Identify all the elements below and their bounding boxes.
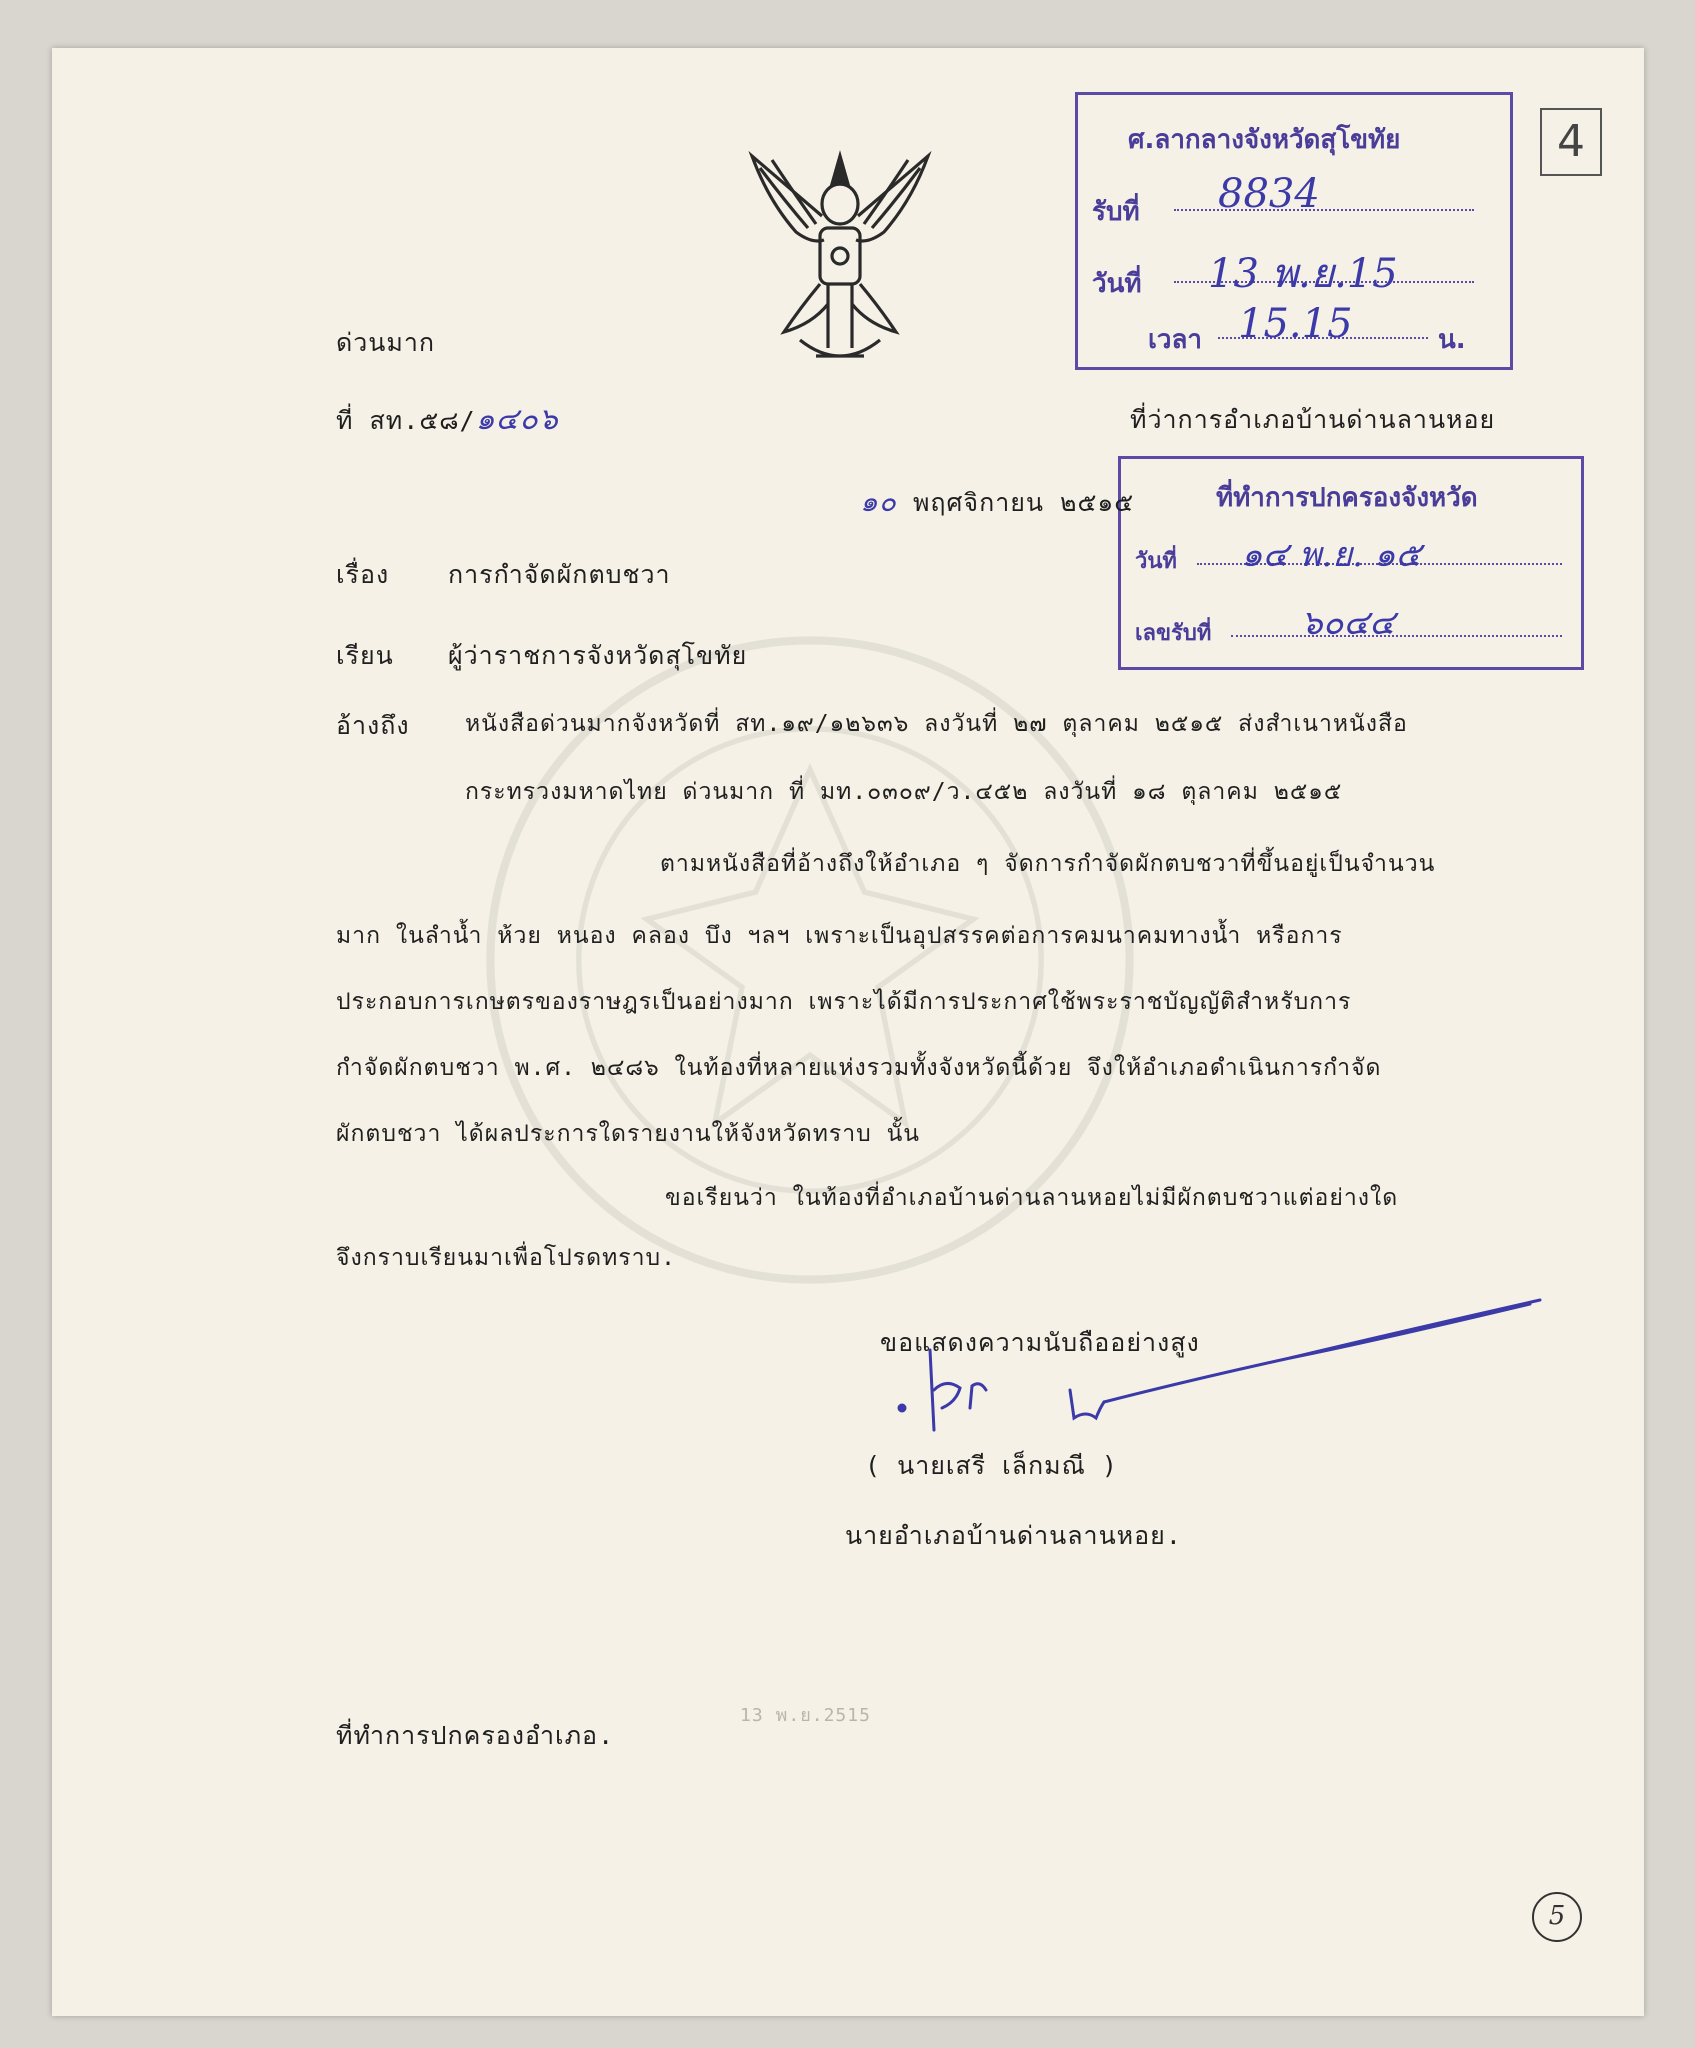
reference-number	[336, 396, 559, 443]
admin-date-value: ๑๔ พ.ย. ๑๕	[1241, 535, 1422, 575]
date-value: 13 พ.ย.15	[1208, 251, 1398, 297]
letter-date	[860, 480, 1134, 524]
date-label: วันที่	[1092, 269, 1142, 299]
footer-office: ที่ทำการปกครองอำเภอ.	[336, 1721, 615, 1750]
reference-number-handwritten: ๑๔๐๖	[475, 402, 559, 437]
admin-receipt-stamp	[1118, 456, 1584, 670]
closing-phrase: ขอแสดงความนับถืออย่างสูง	[880, 1328, 1200, 1357]
admin-no-label: เลขรับที่	[1135, 621, 1212, 646]
received-label: รับที่	[1092, 197, 1140, 227]
page-marker-box: 4	[1540, 108, 1602, 176]
letter-date-rest: พฤศจิกายน ๒๕๑๕	[912, 488, 1135, 517]
signature-icon	[890, 1290, 1550, 1440]
subject-label: เรื่อง	[336, 560, 390, 589]
body-p1-line-2: มาก ในลำน้ำ ห้วย หนอง คลอง บึง ฯลฯ เพราะเป็นอุปสรรคต่อการคมนาคมทางน้ำ หรือการ	[336, 923, 1343, 949]
reference-prefix: ที่ สท.๕๘/	[336, 406, 476, 435]
reference-line-1: หนังสือด่วนมากจังหวัดที่ สท.๑๙/๑๒๖๓๖ ลงวันที่ ๒๗ ตุลาคม ๒๕๑๕ ส่งสำเนาหนังสือ	[465, 711, 1408, 737]
stamp-title: ศ.ลากลางจังหวัดสุโขทัย	[1128, 125, 1401, 155]
admin-no-line	[1231, 635, 1562, 637]
provincial-receipt-stamp	[1075, 92, 1513, 370]
signer-title: นายอำเภอบ้านด่านลานหอย.	[845, 1521, 1182, 1550]
letter-date-day: ๑๐	[860, 485, 897, 518]
admin-stamp-title: ที่ทำการปกครองจังหวัด	[1216, 483, 1478, 513]
body-p1-line-1: ตามหนังสือที่อ้างถึงให้อำเภอ ๆ จัดการกำจัดผักตบชวาที่ขึ้นอยู่เป็นจำนวน	[660, 851, 1436, 877]
reference-label: อ้างถึง	[336, 711, 410, 740]
body-p1-line-3: ประกอบการเกษตรของราษฎรเป็นอย่างมาก เพราะได้มีการประกาศใช้พระราชบัญญัติสำหรับการ	[336, 989, 1352, 1015]
signer-name: ( นายเสรี เล็กมณี )	[865, 1451, 1118, 1480]
body-p1-line-5: ผักตบชวา ได้ผลประการใดรายงานให้จังหวัดทราบ นั้น	[336, 1121, 921, 1147]
received-value: 8834	[1218, 171, 1320, 217]
footer-date-stamp: 13 พ.ย.2515	[740, 1705, 871, 1726]
admin-date-label: วันที่	[1135, 549, 1177, 574]
subject-text: การกำจัดผักตบชวา	[448, 560, 671, 589]
recipient-text: ผู้ว่าราชการจังหวัดสุโขทัย	[448, 641, 748, 670]
body-p1-line-4: กำจัดผักตบชวา พ.ศ. ๒๔๘๖ ในท้องที่หลายแห่งรวมทั้งจังหวัดนี้ด้วย จึงให้อำเภอดำเนินการกำจัด	[336, 1055, 1382, 1081]
body-p2-line-1: ขอเรียนว่า ในท้องที่อำเภอบ้านด่านลานหอยไม่มีผักตบชวาแต่อย่างใด	[665, 1185, 1399, 1211]
time-value: 15.15	[1238, 301, 1353, 347]
garuda-emblem-icon	[740, 140, 940, 380]
time-label: เวลา	[1148, 325, 1203, 355]
time-suffix: น.	[1438, 325, 1466, 355]
circled-page-number: 5	[1532, 1892, 1582, 1942]
reference-line-2: กระทรวงมหาดไทย ด่วนมาก ที่ มท.๐๓๐๙/ว.๔๕๒ ลงวันที่ ๑๘ ตุลาคม ๒๕๑๕	[465, 779, 1343, 805]
urgency-label: ด่วนมาก	[336, 328, 436, 357]
body-p2-line-2: จึงกราบเรียนมาเพื่อโปรดทราบ.	[336, 1245, 676, 1271]
recipient-label: เรียน	[336, 641, 394, 670]
admin-no-value: ๖๐๔๔	[1301, 603, 1395, 643]
issuing-office: ที่ว่าการอำเภอบ้านด่านลานหอย	[1130, 405, 1496, 434]
